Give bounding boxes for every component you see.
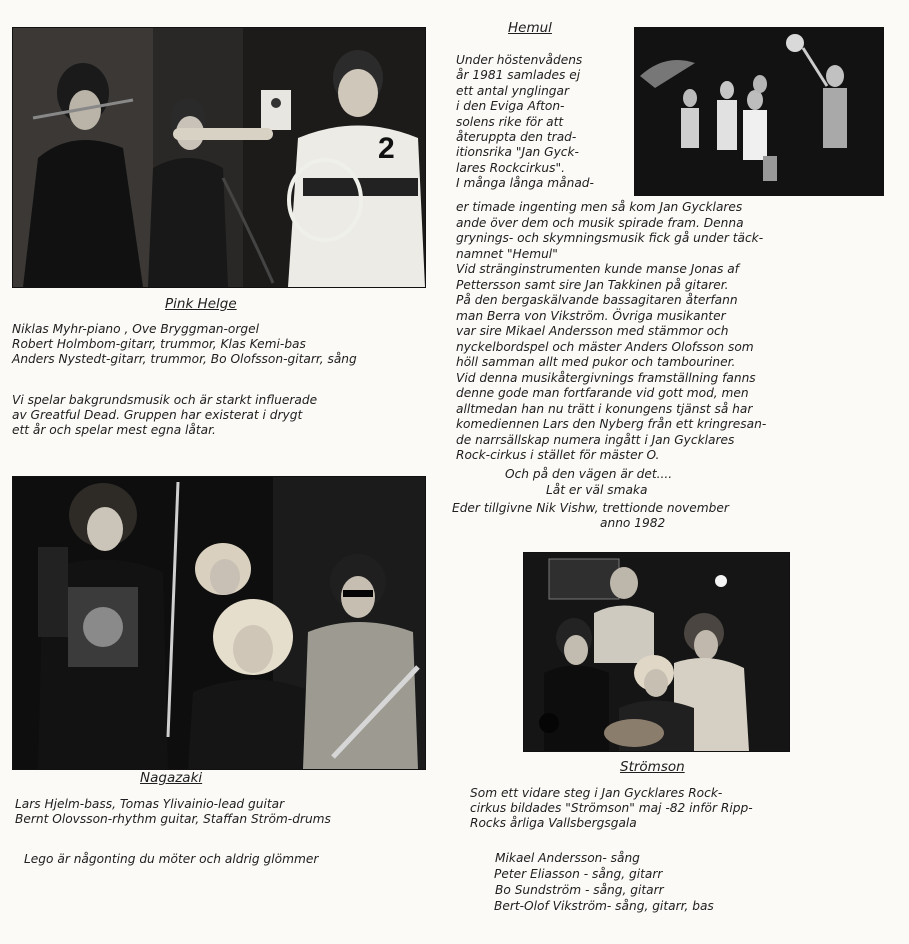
nagazaki-photo (12, 476, 426, 770)
stromson-member: Bo Sundström - sång, gitarr (495, 883, 664, 897)
stromson-description: Som ett vidare steg i Jan Gycklares Rock- cirkus bildades "Strömson" maj -82 inför Ripp- Rocks årliga Vallsbergsgala (470, 786, 753, 831)
pink-helge-title: Pink Helge (165, 296, 237, 312)
stromson-member: Mikael Andersson- sång (495, 851, 640, 865)
stromson-title: Strömson (620, 759, 685, 775)
hemul-photo (634, 27, 884, 196)
hemul-title: Hemul (508, 20, 552, 36)
hemul-signature-line-1: Eder tillgivne Nik Vishw, trettionde november (452, 501, 729, 515)
nagazaki-title: Nagazaki (140, 770, 203, 786)
hemul-body: er timade ingenting men så kom Jan Gycklares ande över dem och musik spirade fram. Denna grynings- och skymningsmusik fick gå under täck- namnet "Hemul" Vid stränginstrumenten kunde manse Jonas af Pettersson samt sire Jan Takkinen på gitarer. På den bergaskälvande bassagitaren återfann man Berra von Vikström. Övriga musikanter var sire Mikael Andersson med stämmor och nyckelbordspel och mäster Anders Olofsson som höll samman allt med pukor och tambouriner. Vid denna musikåtergivnings framställning fanns denne gode man fortfarande vid gott mod, men alltmedan han nu trätt i konungens tjänst så har komediennen Lars den Nyberg från ett kringresan- de narrsällskap numera ingått i Jan Gycklares Rock-cirkus i stället för mäster O. (456, 200, 767, 462)
pink-helge-description: Vi spelar bakgrundsmusik och är starkt influerade av Greatful Dead. Gruppen har existerat i drygt ett år och spelar mest egna låtar. (12, 393, 318, 438)
hemul-signature-line-2: anno 1982 (600, 516, 666, 530)
hemul-closing-2: Låt er väl smaka (546, 483, 648, 497)
pink-helge-members: Niklas Myhr-piano , Ove Bryggman-orgel Robert Holmbom-gitarr, trummor, Klas Kemi-bas Anders Nystedt-gitarr, trummor, Bo Olofsson-gitarr, sång (12, 322, 357, 367)
hemul-closing-1: Och på den vägen är det.... (505, 467, 673, 481)
stromson-member: Peter Eliasson - sång, gitarr (494, 867, 663, 881)
stromson-photo (523, 552, 790, 752)
nagazaki-motto: Lego är någonting du möter och aldrig glömmer (24, 852, 319, 866)
pink-helge-photo (12, 27, 426, 288)
hemul-intro: Under höstenvådens år 1981 samlades ej ett antal ynglingar i den Eviga Afton- solens rike för att återupptа den trad- itionsrika "Jan Gyck- lares Rockcirkus". I många långa månad- (456, 53, 594, 191)
stromson-member: Bert-Olof Vikström- sång, gitarr, bas (494, 899, 714, 913)
jersey-number: 2 (378, 132, 395, 165)
nagazaki-members: Lars Hjelm-bass, Tomas Ylivainio-lead guitar Bernt Olovsson-rhythm guitar, Staffan Ström-drums (15, 797, 331, 827)
